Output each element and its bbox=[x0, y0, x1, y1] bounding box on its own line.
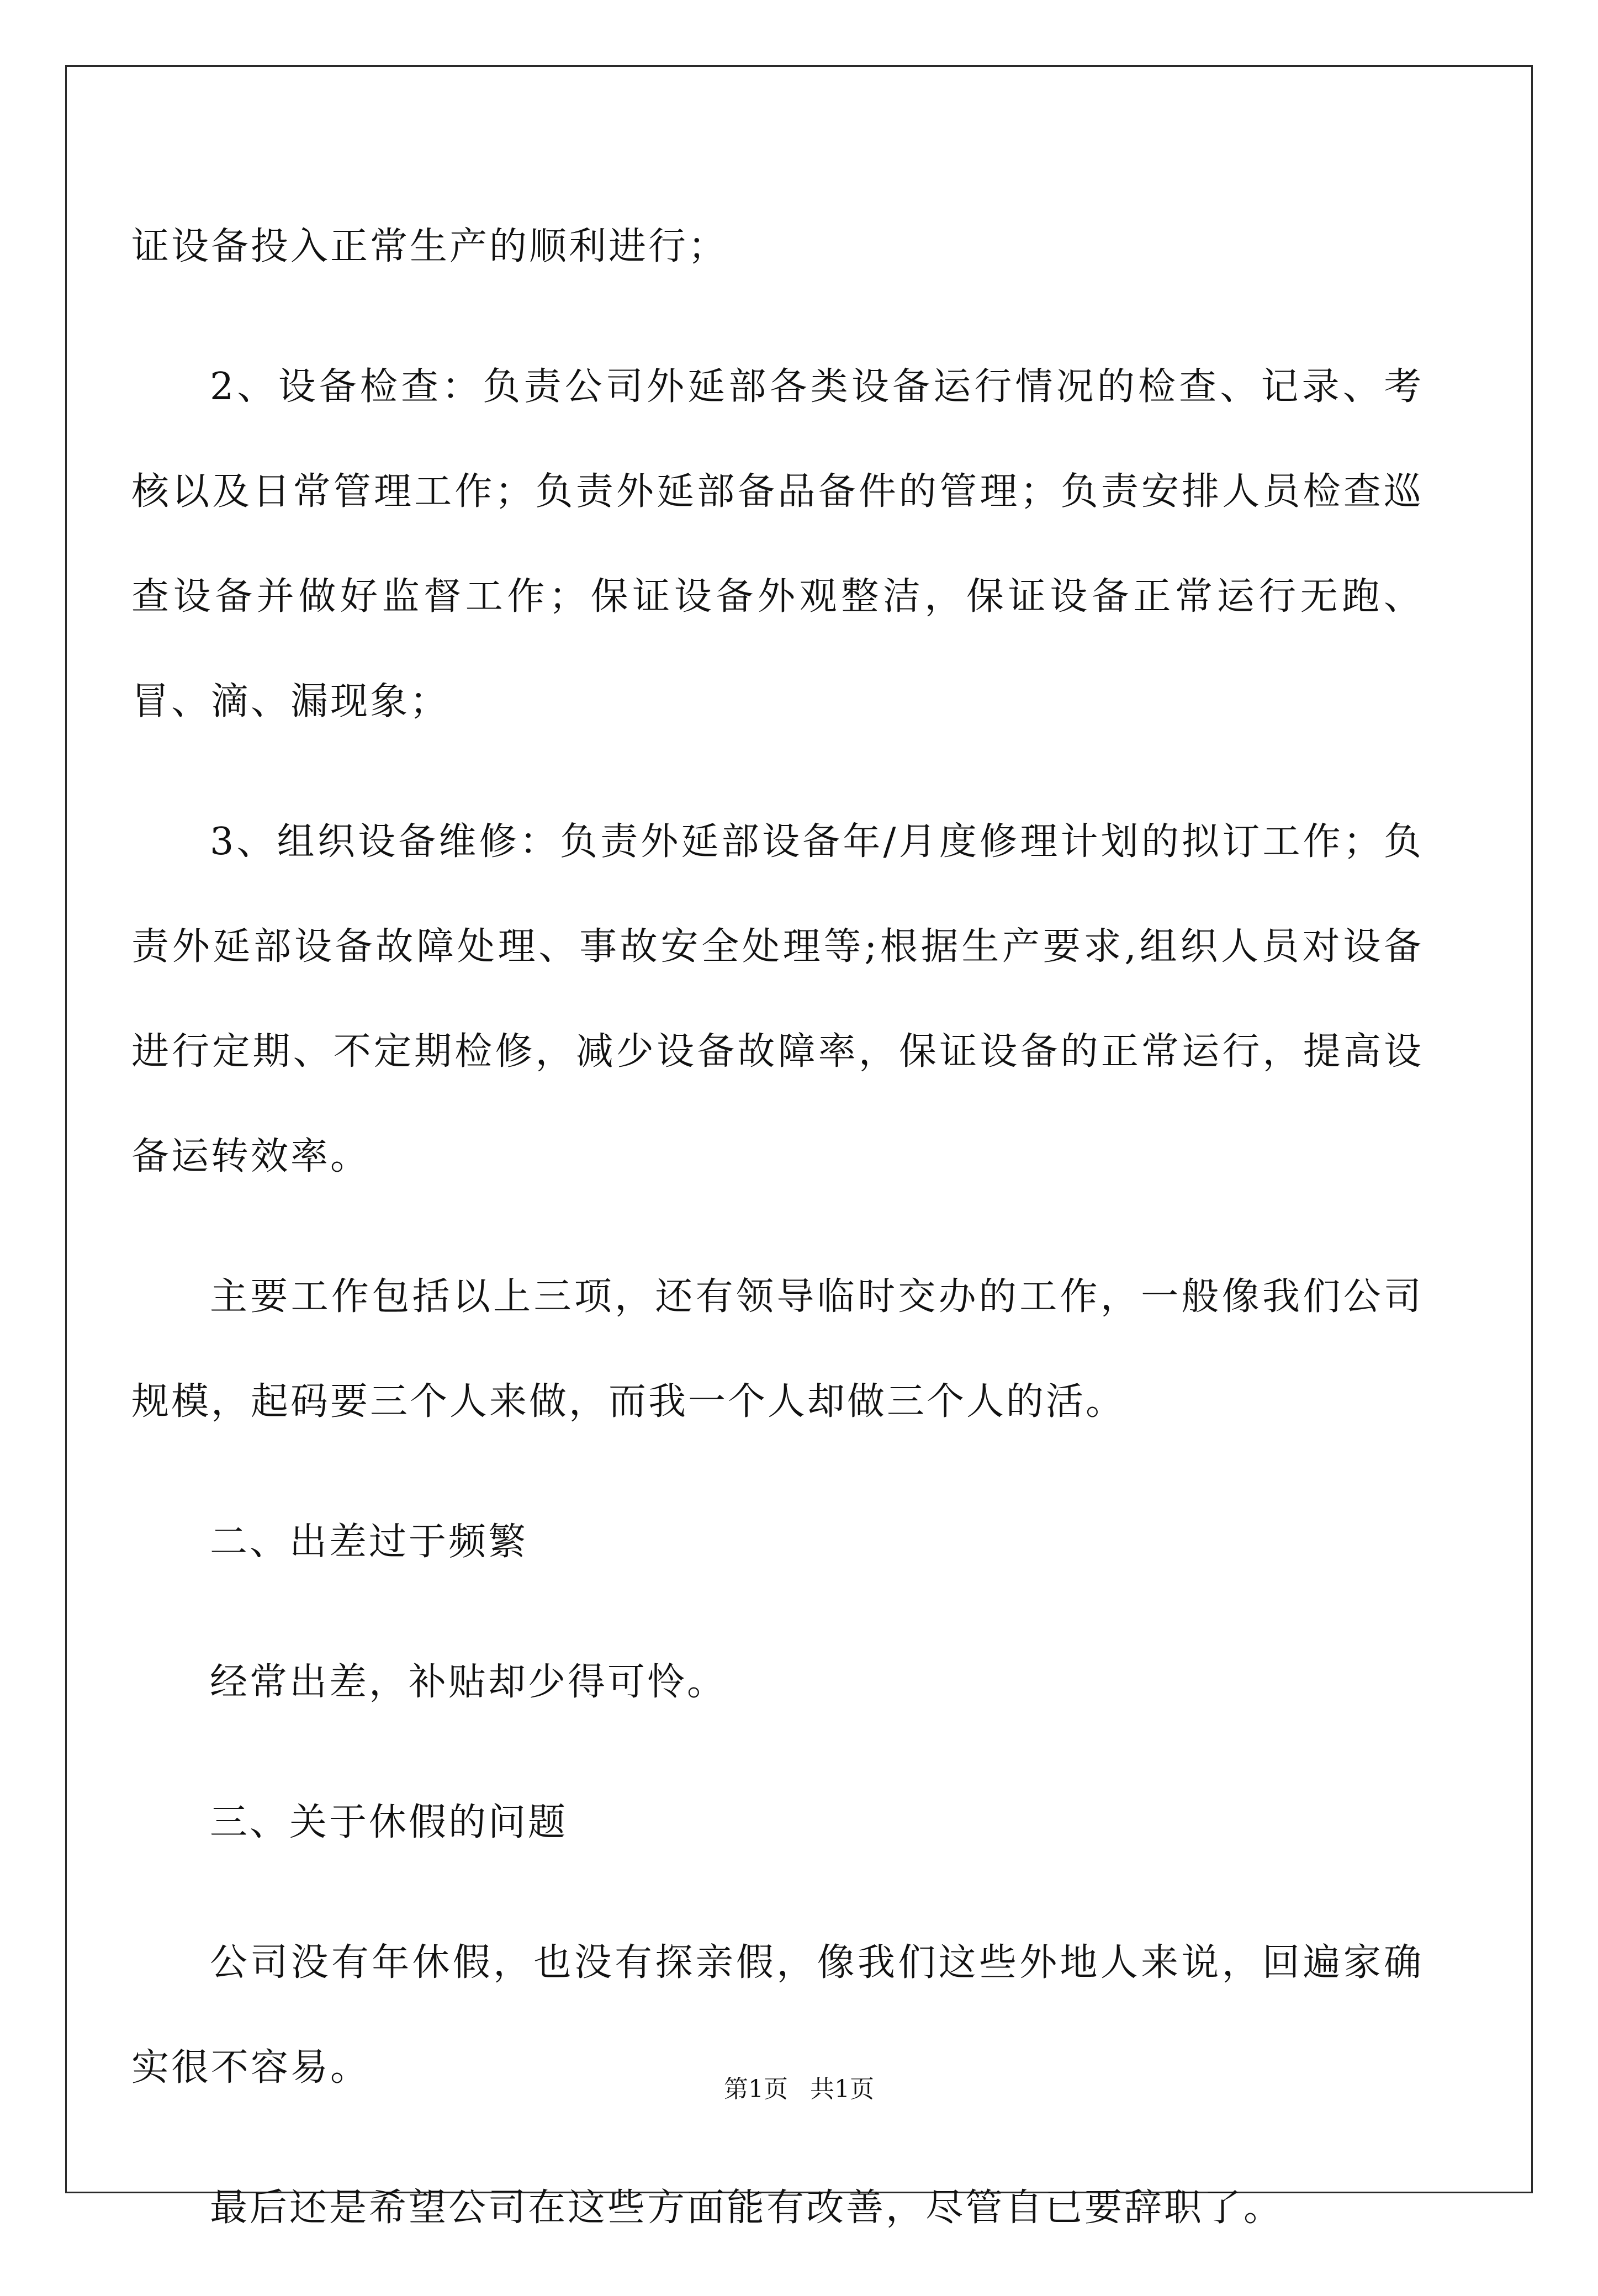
paragraph-5: 经常出差，补贴却少得可怜。 bbox=[210, 1660, 727, 1704]
page-current: 第1页 bbox=[724, 2075, 788, 2103]
page-footer bbox=[0, 2073, 1598, 2106]
page-total: 共1页 bbox=[810, 2075, 874, 2103]
document-body bbox=[131, 194, 1424, 2296]
section-heading-2: 二、出差过于频繁 bbox=[210, 1520, 528, 1564]
paragraph-6: 公司没有年休假，也没有探亲假，像我们这些外地人来说，回遍家确实很不容易。 bbox=[131, 1941, 1424, 2089]
paragraph-3: 3、组织设备维修：负责外延部设备年/月度修理计划的拟订工作；负责外延部设备故障处理、事故安全处理等;根据生产要求,组织人员对设备进行定期、不定期检修，减少设备故障率，保证设备的正常运行，提高设备运转效率。 bbox=[131, 820, 1424, 1178]
section-heading-3: 三、关于休假的问题 bbox=[210, 1801, 568, 1844]
paragraph-2: 2、设备检查：负责公司外延部各类设备运行情况的检查、记录、考核以及日常管理工作；负责外延部备品备件的管理；负责安排人员检查巡查设备并做好监督工作；保证设备外观整洁，保证设备正常运行无跑、冒、滴、漏现象； bbox=[131, 365, 1424, 723]
paragraph-4: 主要工作包括以上三项，还有领导临时交办的工作，一般像我们公司规模，起码要三个人来做，而我一个人却做三个人的活。 bbox=[131, 1275, 1424, 1424]
paragraph-7: 最后还是希望公司在这些方面能有改善，尽管自已要辞职了。 bbox=[210, 2186, 1284, 2230]
paragraph-1: 证设备投入正常生产的顺利进行； bbox=[131, 225, 728, 268]
